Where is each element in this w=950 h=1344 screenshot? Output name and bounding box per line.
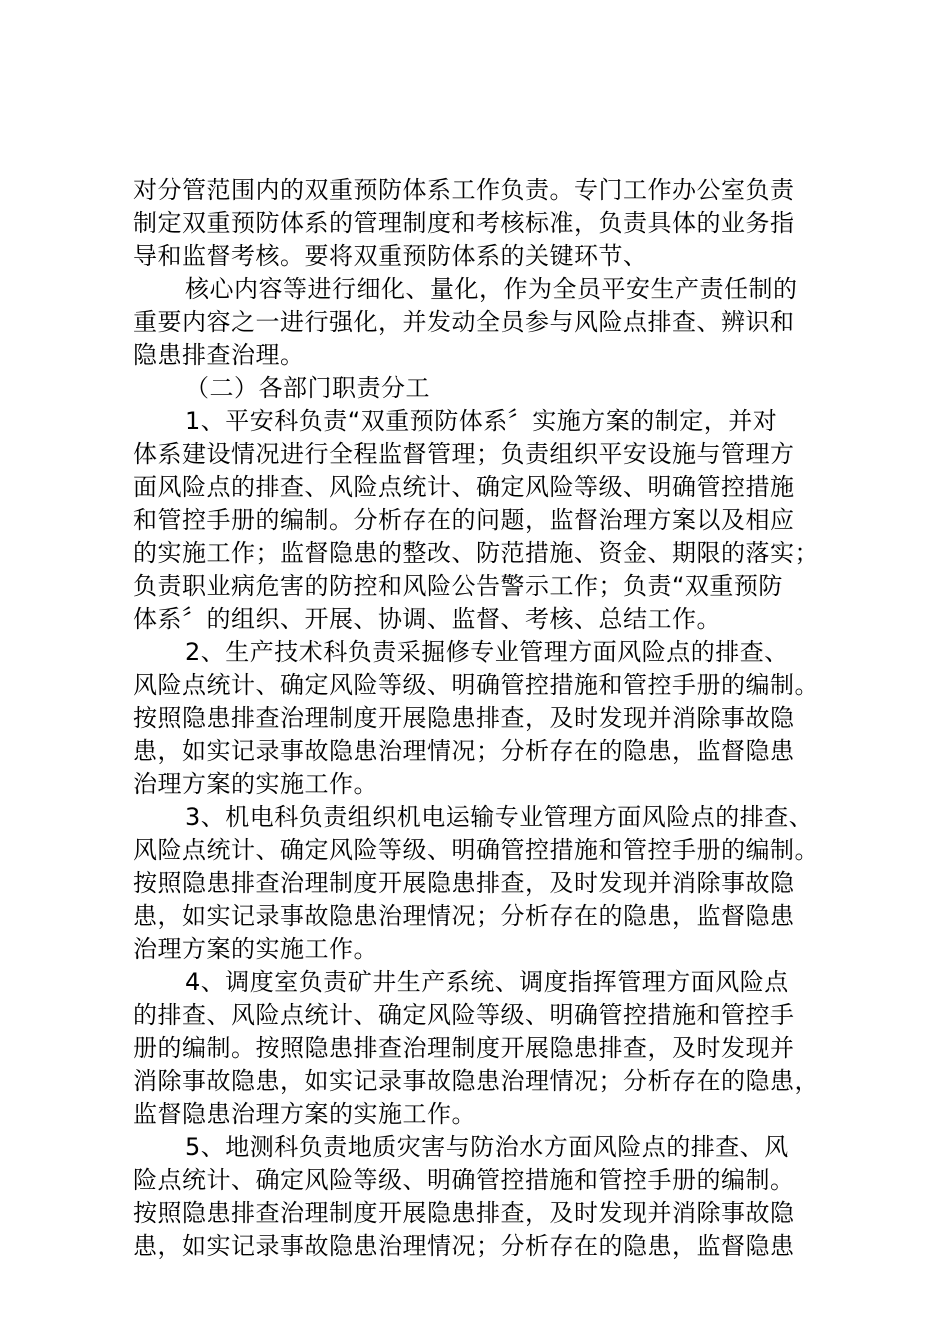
text-line: 风险点统计、确定风险等级、明确管控措施和管控手册的编制。 [133, 671, 819, 699]
text-line: 风险点统计、确定风险等级、明确管控措施和管控手册的编制。 [133, 836, 819, 864]
text-line: 核心内容等进行细化、量化，作为全员平安生产责任制的 [185, 275, 798, 303]
text-line: 的排查、风险点统计、确定风险等级、明确管控措施和管控手 [133, 1001, 795, 1029]
text-line: 隐患排查治理。 [133, 341, 305, 369]
text-line: 患，如实记录事故隐患治理情况；分析存在的隐患，监督隐患 [133, 1232, 795, 1260]
text-line: 治理方案的实施工作。 [133, 935, 378, 963]
text-line: 体系建设情况进行全程监督管理；负责组织平安设施与管理方 [133, 440, 795, 468]
text-line: 治理方案的实施工作。 [133, 770, 378, 798]
text-line: 册的编制。按照隐患排查治理制度开展隐患排查，及时发现并 [133, 1034, 795, 1062]
text-line: 3、机电科负责组织机电运输专业管理方面风险点的排查、 [185, 803, 814, 831]
text-line: 险点统计、确定风险等级、明确管控措施和管控手册的编制。 [133, 1166, 795, 1194]
document-body-text [133, 174, 853, 1263]
text-line: 4、调度室负责矿井生产系统、调度指挥管理方面风险点 [185, 968, 789, 996]
text-line: （二）各部门职责分工 [185, 374, 430, 402]
text-line: 按照隐患排查治理制度开展隐患排查，及时发现并消除事故隐 [133, 1199, 795, 1227]
text-line: 制定双重预防体系的管理制度和考核标准，负责具体的业务指 [133, 209, 795, 237]
text-line: 面风险点的排查、风险点统计、确定风险等级、明确管控措施 [133, 473, 795, 501]
text-line: 按照隐患排查治理制度开展隐患排查，及时发现并消除事故隐 [133, 869, 795, 897]
text-line: 2、生产技术科负责采掘修专业管理方面风险点的排查、 [185, 638, 789, 666]
text-line: 按照隐患排查治理制度开展隐患排查，及时发现并消除事故隐 [133, 704, 795, 732]
text-line: 重要内容之一进行强化，并发动全员参与风险点排查、辨识和 [133, 308, 795, 336]
text-line: 的实施工作；监督隐患的整改、防范措施、资金、期限的落实； [133, 539, 819, 567]
text-line: 对分管范围内的双重预防体系工作负责。专门工作办公室负责 [133, 176, 795, 204]
text-line: 体系〞的组织、开展、协调、监督、考核、总结工作。 [133, 605, 721, 633]
text-line: 负责职业病危害的防控和风险公告警示工作；负责“双重预防 [133, 572, 783, 600]
text-line: 5、地测科负责地质灾害与防治水方面风险点的排查、风 [185, 1133, 789, 1161]
text-line: 1、平安科负责“双重预防体系〞实施方案的制定，并对 [185, 407, 778, 435]
text-line: 导和监督考核。要将双重预防体系的关键环节、 [133, 242, 648, 270]
text-line: 和管控手册的编制。分析存在的问题，监督治理方案以及相应 [133, 506, 795, 534]
text-line: 患，如实记录事故隐患治理情况；分析存在的隐患，监督隐患 [133, 737, 795, 765]
text-line: 消除事故隐患，如实记录事故隐患治理情况；分析存在的隐患， [133, 1067, 819, 1095]
text-line: 监督隐患治理方案的实施工作。 [133, 1100, 476, 1128]
text-line: 患，如实记录事故隐患治理情况；分析存在的隐患，监督隐患 [133, 902, 795, 930]
